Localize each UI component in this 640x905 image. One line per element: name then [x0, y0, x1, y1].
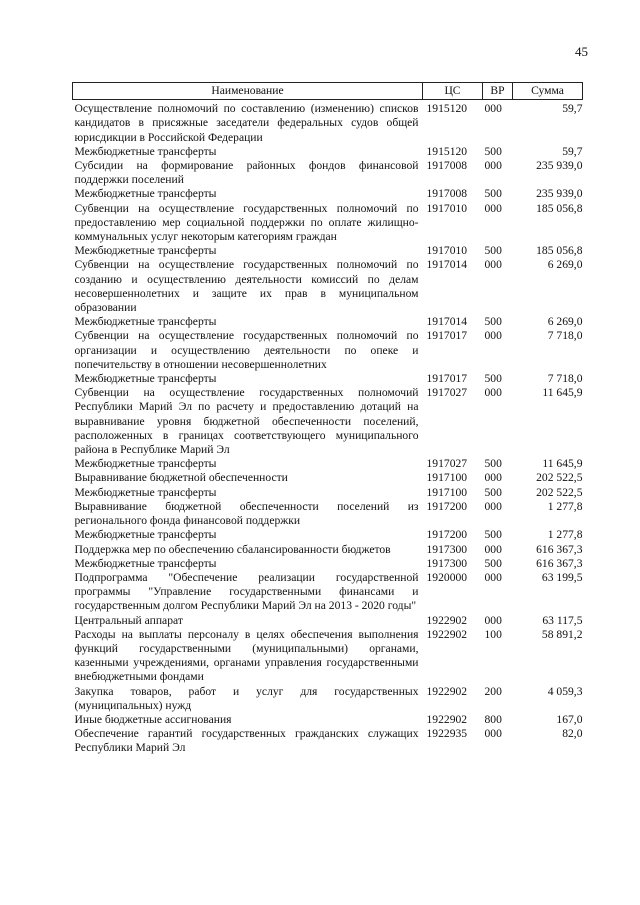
- row-cs: 1917017: [426, 372, 468, 386]
- row-cs: 1917100: [426, 485, 468, 499]
- table-row: [73, 614, 583, 628]
- row-cs: 1917200: [426, 528, 468, 542]
- row-vr: 000: [484, 258, 502, 272]
- row-sum: 58 891,2: [541, 627, 583, 641]
- row-name: Межбюджетные трансферты: [74, 244, 217, 258]
- table-row: [73, 315, 583, 329]
- row-sum: 59,7: [562, 144, 583, 158]
- row-cs: 1917100: [426, 471, 468, 485]
- row-cs: 1922902: [426, 627, 468, 641]
- table-row: [73, 528, 583, 542]
- row-sum: 63 117,5: [542, 613, 583, 627]
- row-cs: 1917300: [426, 542, 468, 556]
- row-vr: 000: [484, 542, 502, 556]
- row-name: Субвенции на осуществление государственных полномочий по организации и осуществлению деятельности по опеке и попечительству в отношении несовершеннолетних: [74, 329, 419, 371]
- header-name: Наименование: [73, 83, 423, 100]
- row-cs: 1917010: [426, 244, 468, 258]
- row-cs: 1917008: [426, 187, 468, 201]
- row-name: Выравнивание бюджетной обеспеченности: [74, 471, 288, 485]
- row-cs: 1917027: [426, 457, 468, 471]
- header-cs: ЦС: [423, 83, 483, 100]
- row-sum: 63 199,5: [541, 570, 583, 584]
- row-cs: 1917027: [426, 386, 468, 400]
- row-vr: 500: [484, 315, 502, 329]
- row-cs: 1920000: [426, 570, 468, 584]
- row-sum: 235 939,0: [536, 187, 583, 201]
- row-cs: 1917008: [426, 159, 468, 173]
- row-vr: 000: [484, 727, 502, 741]
- header-row: [73, 83, 583, 100]
- row-sum: 202 522,5: [536, 485, 583, 499]
- table-row: [73, 557, 583, 571]
- row-vr: 500: [484, 528, 502, 542]
- row-name: Межбюджетные трансферты: [74, 528, 217, 542]
- row-name: Подпрограмма "Обеспечение реализации государственной программы "Управление государственными финансами и государственным долгом Республики Марий Эл на 2013 - 2020 годы": [74, 570, 419, 613]
- table-body: [73, 100, 583, 756]
- header-vr: ВР: [483, 83, 513, 100]
- row-sum: 4 059,3: [547, 684, 583, 698]
- row-sum: 59,7: [562, 102, 583, 116]
- table-row: [73, 100, 583, 145]
- table-row: [73, 571, 583, 614]
- row-name: Поддержка мер по обеспечению сбалансированности бюджетов: [74, 542, 391, 556]
- row-vr: 500: [484, 485, 502, 499]
- row-sum: 185 056,8: [536, 201, 583, 215]
- row-sum: 202 522,5: [536, 471, 583, 485]
- row-vr: 500: [484, 372, 502, 386]
- row-name: Обеспечение гарантий государственных гражданских служащих Республики Марий Эл: [74, 727, 419, 755]
- row-cs: 1917014: [426, 258, 468, 272]
- row-name: Межбюджетные трансферты: [74, 556, 217, 570]
- row-sum: 167,0: [556, 712, 583, 726]
- row-vr: 000: [484, 471, 502, 485]
- row-name: Субвенции на осуществление государственных полномочий Республики Марий Эл по расчету и предоставлению дотаций на выравнивание уровня бюджетной обеспеченности поселений, расположенных в границах соответствующего муниципального района в Республике Марий Эл: [74, 386, 419, 457]
- row-sum: 82,0: [562, 727, 583, 741]
- row-vr: 500: [484, 244, 502, 258]
- row-vr: 500: [484, 457, 502, 471]
- row-name: Субвенции на осуществление государственных полномочий по предоставлению мер социальной поддержки по оплате жилищно-коммунальных услуг некоторым категориям граждан: [74, 201, 419, 244]
- row-cs: 1922902: [426, 613, 468, 627]
- table-row: [73, 372, 583, 386]
- table-row: [73, 628, 583, 685]
- header-sum: Сумма: [513, 83, 583, 100]
- row-name: Субсидии на формирование районных фондов финансовой поддержки поселений: [74, 159, 419, 187]
- table-row: [73, 713, 583, 727]
- row-sum: 185 056,8: [536, 244, 583, 258]
- row-name: Центральный аппарат: [74, 613, 183, 627]
- row-vr: 800: [484, 712, 502, 726]
- row-name: Межбюджетные трансферты: [74, 485, 217, 499]
- row-vr: 000: [484, 570, 502, 584]
- row-vr: 100: [484, 627, 502, 641]
- row-vr: 500: [484, 556, 502, 570]
- row-sum: 1 277,8: [547, 499, 583, 513]
- row-vr: 500: [484, 187, 502, 201]
- table-row: [73, 187, 583, 201]
- table-row: [73, 145, 583, 159]
- row-name: Выравнивание бюджетной обеспеченности поселений из регионального фонда финансовой поддержки: [74, 499, 419, 528]
- row-cs: 1917200: [426, 499, 468, 513]
- row-vr: 000: [484, 201, 502, 215]
- table-row: [73, 159, 583, 187]
- row-cs: 1915120: [426, 102, 468, 116]
- table-row: [73, 244, 583, 258]
- row-vr: 000: [484, 329, 502, 343]
- row-cs: 1922935: [426, 727, 468, 741]
- row-sum: 235 939,0: [536, 159, 583, 173]
- table-row: [73, 727, 583, 755]
- table-row: [73, 685, 583, 713]
- table-row: [73, 457, 583, 471]
- row-sum: 7 718,0: [547, 329, 583, 343]
- row-vr: 000: [484, 499, 502, 513]
- row-vr: 000: [484, 613, 502, 627]
- row-name: Межбюджетные трансферты: [74, 144, 217, 158]
- row-sum: 616 367,3: [536, 542, 583, 556]
- row-vr: 200: [484, 684, 502, 698]
- page-number: 45: [575, 44, 588, 59]
- table-row: [73, 386, 583, 457]
- row-sum: 7 718,0: [547, 372, 583, 386]
- row-sum: 11 645,9: [542, 457, 583, 471]
- row-name: Межбюджетные трансферты: [74, 315, 217, 329]
- row-sum: 616 367,3: [536, 556, 583, 570]
- row-cs: 1922902: [426, 684, 468, 698]
- row-name: Иные бюджетные ассигнования: [74, 712, 232, 726]
- budget-table: [72, 82, 583, 756]
- row-cs: 1917014: [426, 315, 468, 329]
- table-header: [73, 83, 583, 100]
- row-name: Межбюджетные трансферты: [74, 457, 217, 471]
- row-vr: 000: [484, 102, 502, 116]
- row-sum: 6 269,0: [547, 258, 583, 272]
- row-sum: 11 645,9: [542, 386, 583, 400]
- row-cs: 1915120: [426, 144, 468, 158]
- row-cs: 1917010: [426, 201, 468, 215]
- table-row: [73, 486, 583, 500]
- row-cs: 1917017: [426, 329, 468, 343]
- table-row: [73, 500, 583, 528]
- row-name: Расходы на выплаты персоналу в целях обеспечения выполнения функций государственными (муниципальными) органами, казенными учреждениями, органами управления государственными внебюджетными фондами: [74, 627, 419, 684]
- row-sum: 6 269,0: [547, 315, 583, 329]
- table-row: [73, 258, 583, 315]
- row-name: Межбюджетные трансферты: [74, 187, 217, 201]
- table-row: [73, 329, 583, 372]
- row-vr: 500: [484, 144, 502, 158]
- row-name: Субвенции на осуществление государственных полномочий по созданию и осуществлению деятельности комиссий по делам несовершеннолетних и защите их прав в муниципальном образовании: [74, 258, 419, 315]
- row-name: Закупка товаров, работ и услуг для государственных (муниципальных) нужд: [74, 684, 419, 712]
- row-sum: 1 277,8: [547, 528, 583, 542]
- row-vr: 000: [484, 159, 502, 173]
- row-cs: 1922902: [426, 712, 468, 726]
- row-vr: 000: [484, 386, 502, 400]
- table-row: [73, 471, 583, 485]
- row-cs: 1917300: [426, 556, 468, 570]
- table-row: [73, 543, 583, 557]
- row-name: Осуществление полномочий по составлению (изменению) списков кандидатов в присяжные заседатели федеральных судов общей юрисдикции в Российской Федерации: [74, 102, 419, 144]
- table-row: [73, 202, 583, 245]
- row-name: Межбюджетные трансферты: [74, 372, 217, 386]
